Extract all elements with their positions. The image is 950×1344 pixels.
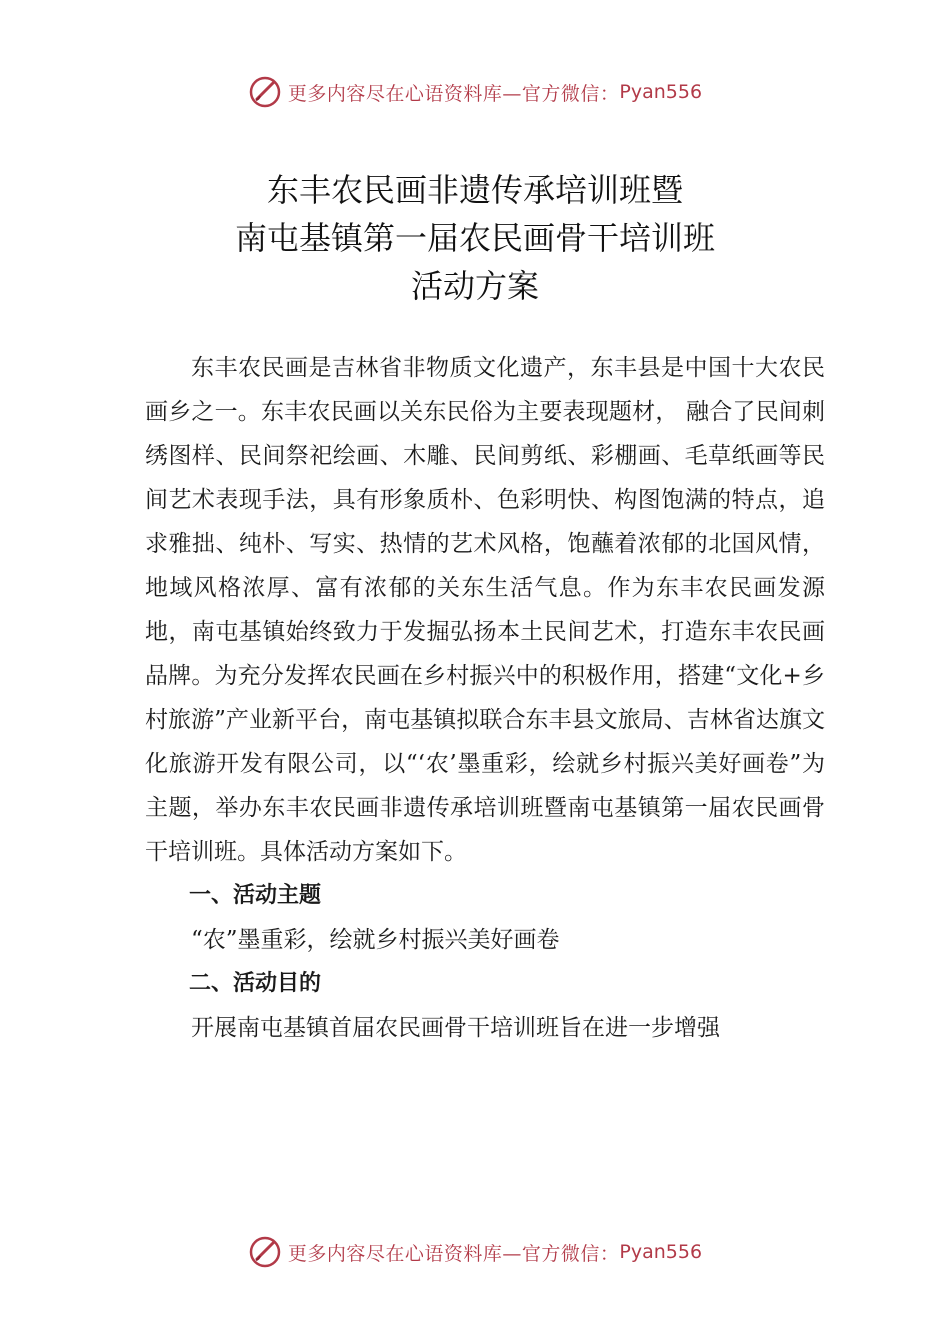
top-banner xyxy=(0,72,950,112)
title-line-2: 南屯基镇第一届农民画骨干培训班 xyxy=(234,219,715,257)
section-text-purpose: 开展南屯基镇首届农民画骨干培训班旨在进一步增强 xyxy=(191,1015,720,1041)
intro-paragraph: 东丰农民画是吉林省非物质文化遗产，东丰县是中国十大农民画乡之一。东丰农民画以关东民俗为主要表现题材， 融合了民间刺绣图样、民间祭祀绘画、木雕、民间剪纸、彩棚画、毛草纸画等民间艺术表现手法，具有形象质朴、色彩明快、构图饱满的特点，追求雅拙、纯朴、写实、热情的艺术风格，饱蘸着浓郁的北国风情，地域风格浓厚、富有浓郁的关东生活气息。作为东丰农民画发源地，南屯基镇始终致力于发掘弘扬本土民间艺术，打造东丰农民画品牌。为充分发挥农民画在乡村振兴中的积极作用，搭建“文化+乡村旅游”产业新平台，南屯基镇拟联合东丰县文旅局、吉林省达旗文化旅游开发有限公司，以“‘农’墨重彩，绘就乡村振兴美好画卷”为主题，举办东丰农民画非遗传承培训班暨南屯基镇第一届农民画骨干培训班。具体活动方案如下。 xyxy=(145,355,825,865)
bottom-banner xyxy=(0,1232,950,1272)
banner-wechat-id: Pyan556 xyxy=(619,1241,703,1263)
title-line-1: 东丰农民画非遗传承培训班暨 xyxy=(266,171,683,209)
document-body xyxy=(145,346,825,1050)
brush-logo-icon xyxy=(248,75,282,109)
title-line-3: 活动方案 xyxy=(410,267,539,305)
banner-wechat-id: Pyan556 xyxy=(619,81,703,103)
section-heading-purpose: 二、活动目的 xyxy=(189,971,322,996)
brush-logo-icon xyxy=(248,1235,282,1269)
document-title xyxy=(0,166,950,310)
banner-text: 更多内容尽在心语资料库—官方微信： xyxy=(287,82,620,105)
section-text-theme: “农”墨重彩，绘就乡村振兴美好画卷 xyxy=(191,927,560,953)
section-heading-theme: 一、活动主题 xyxy=(189,883,322,908)
banner-text: 更多内容尽在心语资料库—官方微信： xyxy=(287,1242,620,1265)
